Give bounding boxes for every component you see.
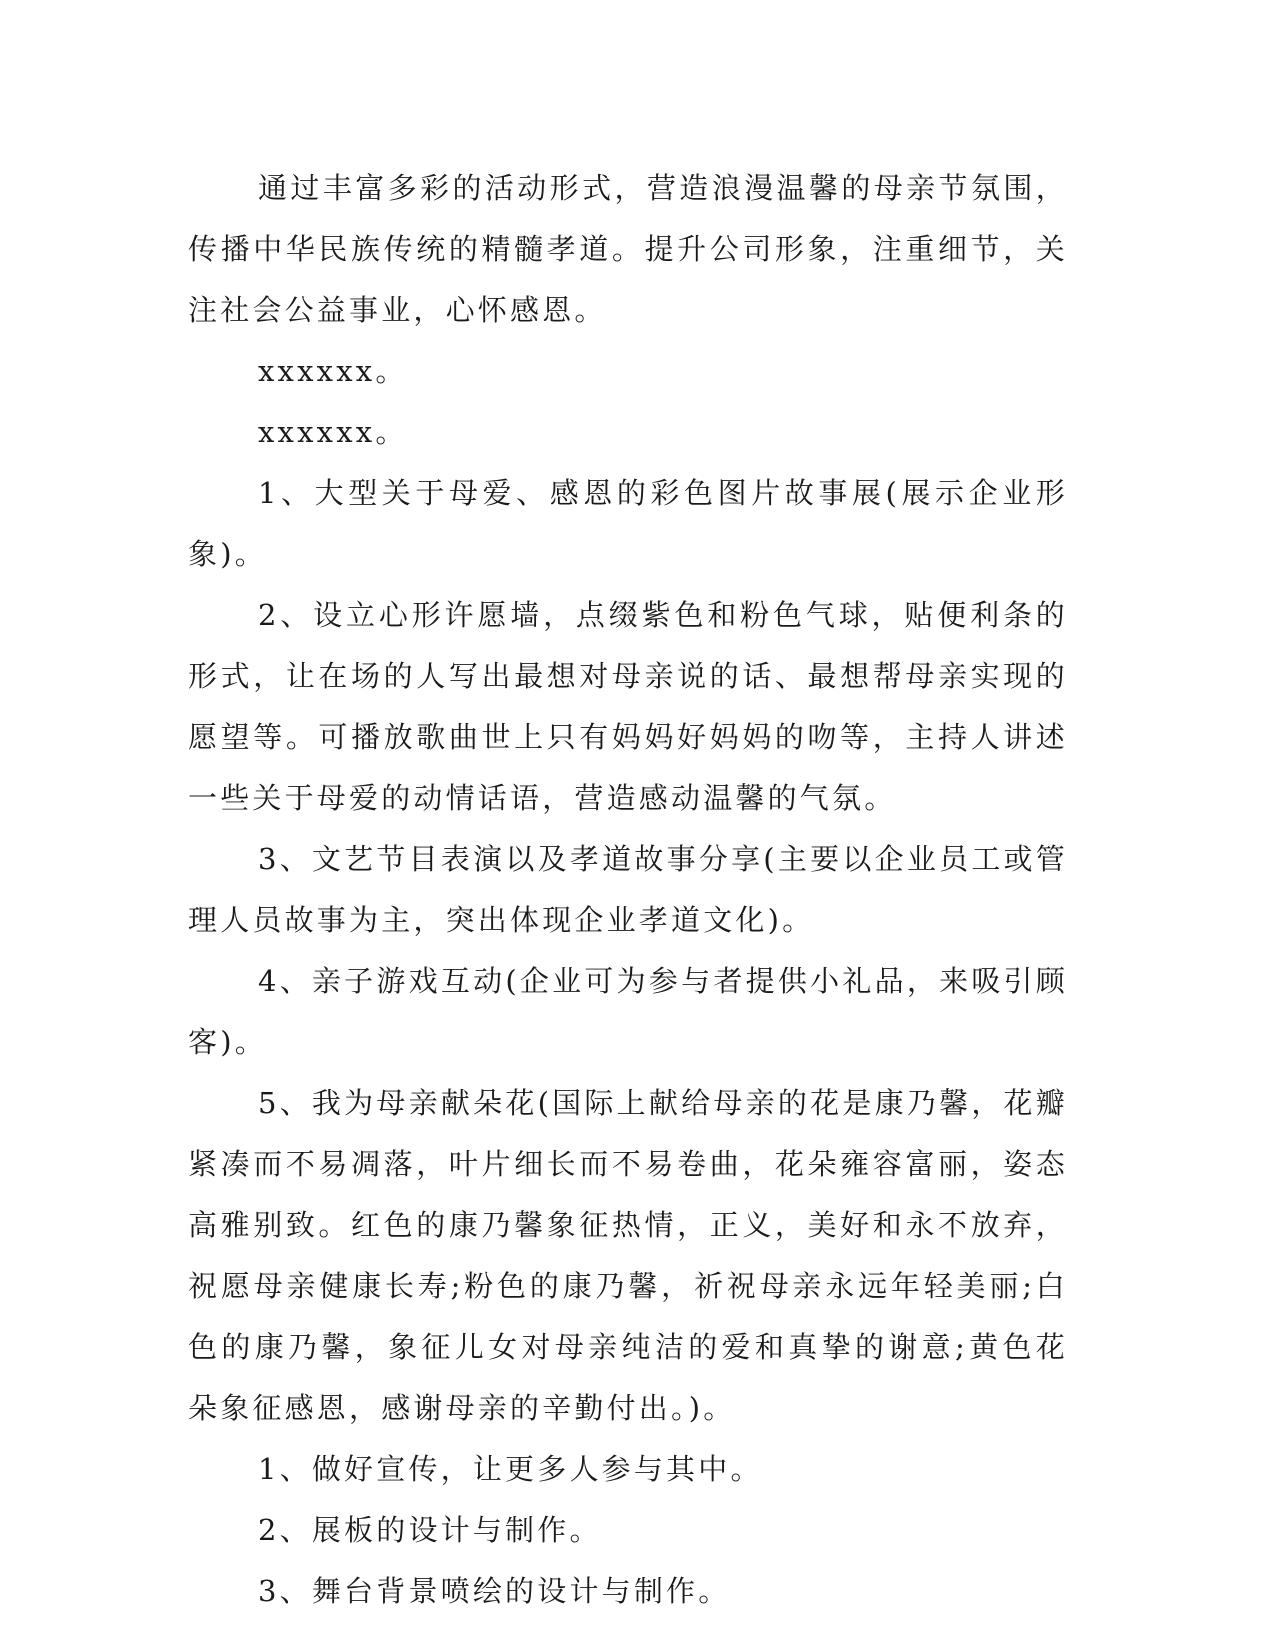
- activity-item-3: 3、文艺节目表演以及孝道故事分享(主要以企业员工或管理人员故事为主，突出体现企业孝道文化)。: [188, 842, 1068, 937]
- activity-item-1: 1、大型关于母爱、感恩的彩色图片故事展(展示企业形象)。: [188, 476, 1068, 571]
- activity-item-5: 5、我为母亲献朵花(国际上献给母亲的花是康乃馨，花瓣紧凑而不易凋落，叶片细长而不易卷曲，花朵雍容富丽，姿态高雅别致。红色的康乃馨象征热情，正义，美好和永不放弃，祝愿母亲健康长寿;粉色的康乃馨，祈祝母亲永远年轻美丽;白色的康乃馨，象征儿女对母亲纯洁的爱和真挚的谢意;黄色花朵象征感恩，感谢母亲的辛勤付出。)。: [188, 1086, 1068, 1425]
- preparation-item-2: 2、展板的设计与制作。: [258, 1513, 602, 1547]
- activity-item-4: 4、亲子游戏互动(企业可为参与者提供小礼品，来吸引顾客)。: [188, 964, 1068, 1059]
- document-page: [188, 158, 1068, 1622]
- paragraph-placeholder-2: xxxxxx。: [258, 415, 408, 449]
- activity-item-2: 2、设立心形许愿墙，点缀紫色和粉色气球，贴便利条的形式，让在场的人写出最想对母亲说的话、最想帮母亲实现的愿望等。可播放歌曲世上只有妈妈好妈妈的吻等，主持人讲述一些关于母爱的动情话语，营造感动温馨的气氛。: [188, 598, 1068, 815]
- paragraph-purpose: 通过丰富多彩的活动形式，营造浪漫温馨的母亲节氛围，传播中华民族传统的精髓孝道。提升公司形象，注重细节，关注社会公益事业，心怀感恩。: [188, 171, 1068, 327]
- paragraph-placeholder-1: xxxxxx。: [258, 354, 408, 388]
- preparation-item-3: 3、舞台背景喷绘的设计与制作。: [258, 1574, 731, 1608]
- preparation-item-1: 1、做好宣传，让更多人参与其中。: [258, 1452, 763, 1486]
